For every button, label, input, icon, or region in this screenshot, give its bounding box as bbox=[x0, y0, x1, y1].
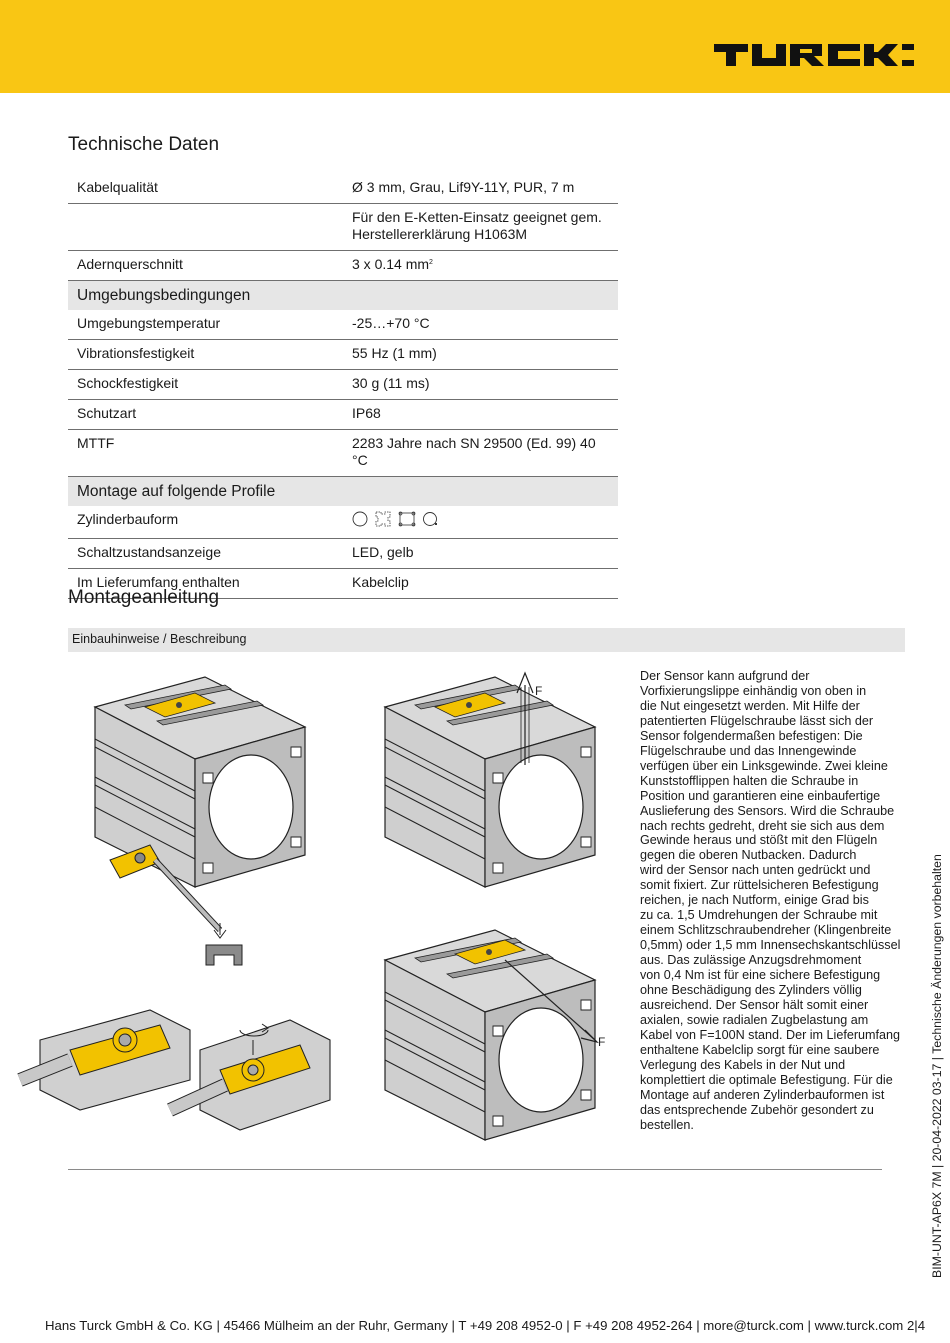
mounting-description bbox=[640, 669, 936, 1133]
spec-value: 2283 Jahre nach SN 29500 (Ed. 99) 40 °C bbox=[343, 430, 618, 477]
cylinder-illustration-upward-force bbox=[385, 673, 595, 887]
spec-value: -25…+70 °C bbox=[343, 310, 618, 340]
force-label-axial: F bbox=[598, 1035, 606, 1049]
spec-label: Schockfestigkeit bbox=[68, 370, 343, 400]
spec-value: Kabelclip bbox=[343, 569, 618, 599]
spec-value: 30 g (11 ms) bbox=[343, 370, 618, 400]
spec-value: 55 Hz (1 mm) bbox=[343, 340, 618, 370]
spec-label: Adernquerschnitt bbox=[68, 251, 343, 281]
spec-label: Zylinderbauform bbox=[68, 506, 343, 539]
superscript: 2 bbox=[429, 259, 433, 266]
mounting-detail-left bbox=[20, 1010, 190, 1110]
section-title-mounting: Montageanleitung bbox=[68, 587, 220, 608]
spec-label: Kabelqualität bbox=[68, 174, 343, 204]
spec-label: Im Lieferumfang enthalten bbox=[68, 569, 343, 599]
section-title-technical-data: Technische Daten bbox=[68, 134, 220, 155]
side-document-info: BIM-UNT-AP6X 7M | 20-04-2022 03-17 | Technische Änderungen vorbehalten bbox=[930, 854, 944, 1278]
cylinder-illustration-axial-force bbox=[385, 930, 597, 1140]
spec-label: Schaltzustandsanzeige bbox=[68, 539, 343, 569]
spec-value: Ø 3 mm, Grau, Lif9Y-11Y, PUR, 7 m bbox=[343, 174, 618, 204]
group-heading: Montage auf folgende Profile bbox=[68, 477, 618, 507]
spec-value: Für den E-Ketten-Einsatz geeignet gem. Herstellererklärung H1063M bbox=[343, 204, 618, 251]
spec-value: LED, gelb bbox=[343, 539, 618, 569]
turck-logo bbox=[714, 38, 914, 72]
spec-value: 3 x 0.14 $mm^2$ bbox=[343, 251, 618, 281]
spec-value: IP68 bbox=[343, 400, 618, 430]
footer-contact: Hans Turck GmbH & Co. KG | 45466 Mülheim an der Ruhr, Germany | T +49 208 4952-0 | F +49 208 4952-264 | more@turck.com | www.turck.com 2|4 bbox=[45, 1318, 926, 1333]
spec-label: Vibrationsfestigkeit bbox=[68, 340, 343, 370]
force-label-up: F bbox=[535, 684, 543, 698]
spec-label: MTTF bbox=[68, 430, 343, 477]
spec-label: Schutzart bbox=[68, 400, 343, 430]
divider bbox=[68, 1169, 882, 1170]
description-text: Der Sensor kann aufgrund der Vorfixierungslippe einhändig von oben in die Nut eingesetzt werden. Mit Hilfe der patentierten Flügelschraube lässt sich der Sensor folgendermaßen befestigen: Die Flügelschraube und das Innengewinde verfügen über ein Linksgewinde. Zwei kleine Kunststofflippen halten die Schraube in Position und garantieren eine einbaufertige Auslieferung des Sensors. Wird die Schraube nach rechts gedreht, dreht sie sich aus dem Gewinde heraus und stößt mit den Flügeln gegen die oberen Nutbacken. Dadurch wird der Sensor nach unten gedrückt und somit fixiert. Zur rüttelsicheren Befestigung reichen, je nach Nutform, einige Grad bis zu ca. 1,5 Umdrehungen der Schraube mit einem Schlitzschraubendreher (Klingenbreite 0,5mm) oder 1,5 mm Innensechskantschlüssel aus. Das zulässige Anzugsdrehmoment von 0,4 Nm ist für eine sichere Befestigung ohne Beschädigung des Zylinders völlig ausreichend. Der Sensor hält somit einer axialen, sowie radialen Zugbelastung am Kabel von F=100N stand. Der im Lieferumfang enthaltene Kabelclip sorgt für eine saubere Verlegung des Kabels in der Nut und komplettiert die optimale Befestigung. Für die Montage auf anderen Zylinderbauformen ist das entsprechende Zubehör gesondert zu bestellen. bbox=[640, 669, 901, 1132]
group-heading: Umgebungsbedingungen bbox=[68, 281, 618, 311]
mounting-detail-right bbox=[170, 1020, 330, 1130]
subheading: Einbauhinweise / Beschreibung bbox=[72, 632, 247, 646]
spec-label: Umgebungstemperatur bbox=[68, 310, 343, 340]
